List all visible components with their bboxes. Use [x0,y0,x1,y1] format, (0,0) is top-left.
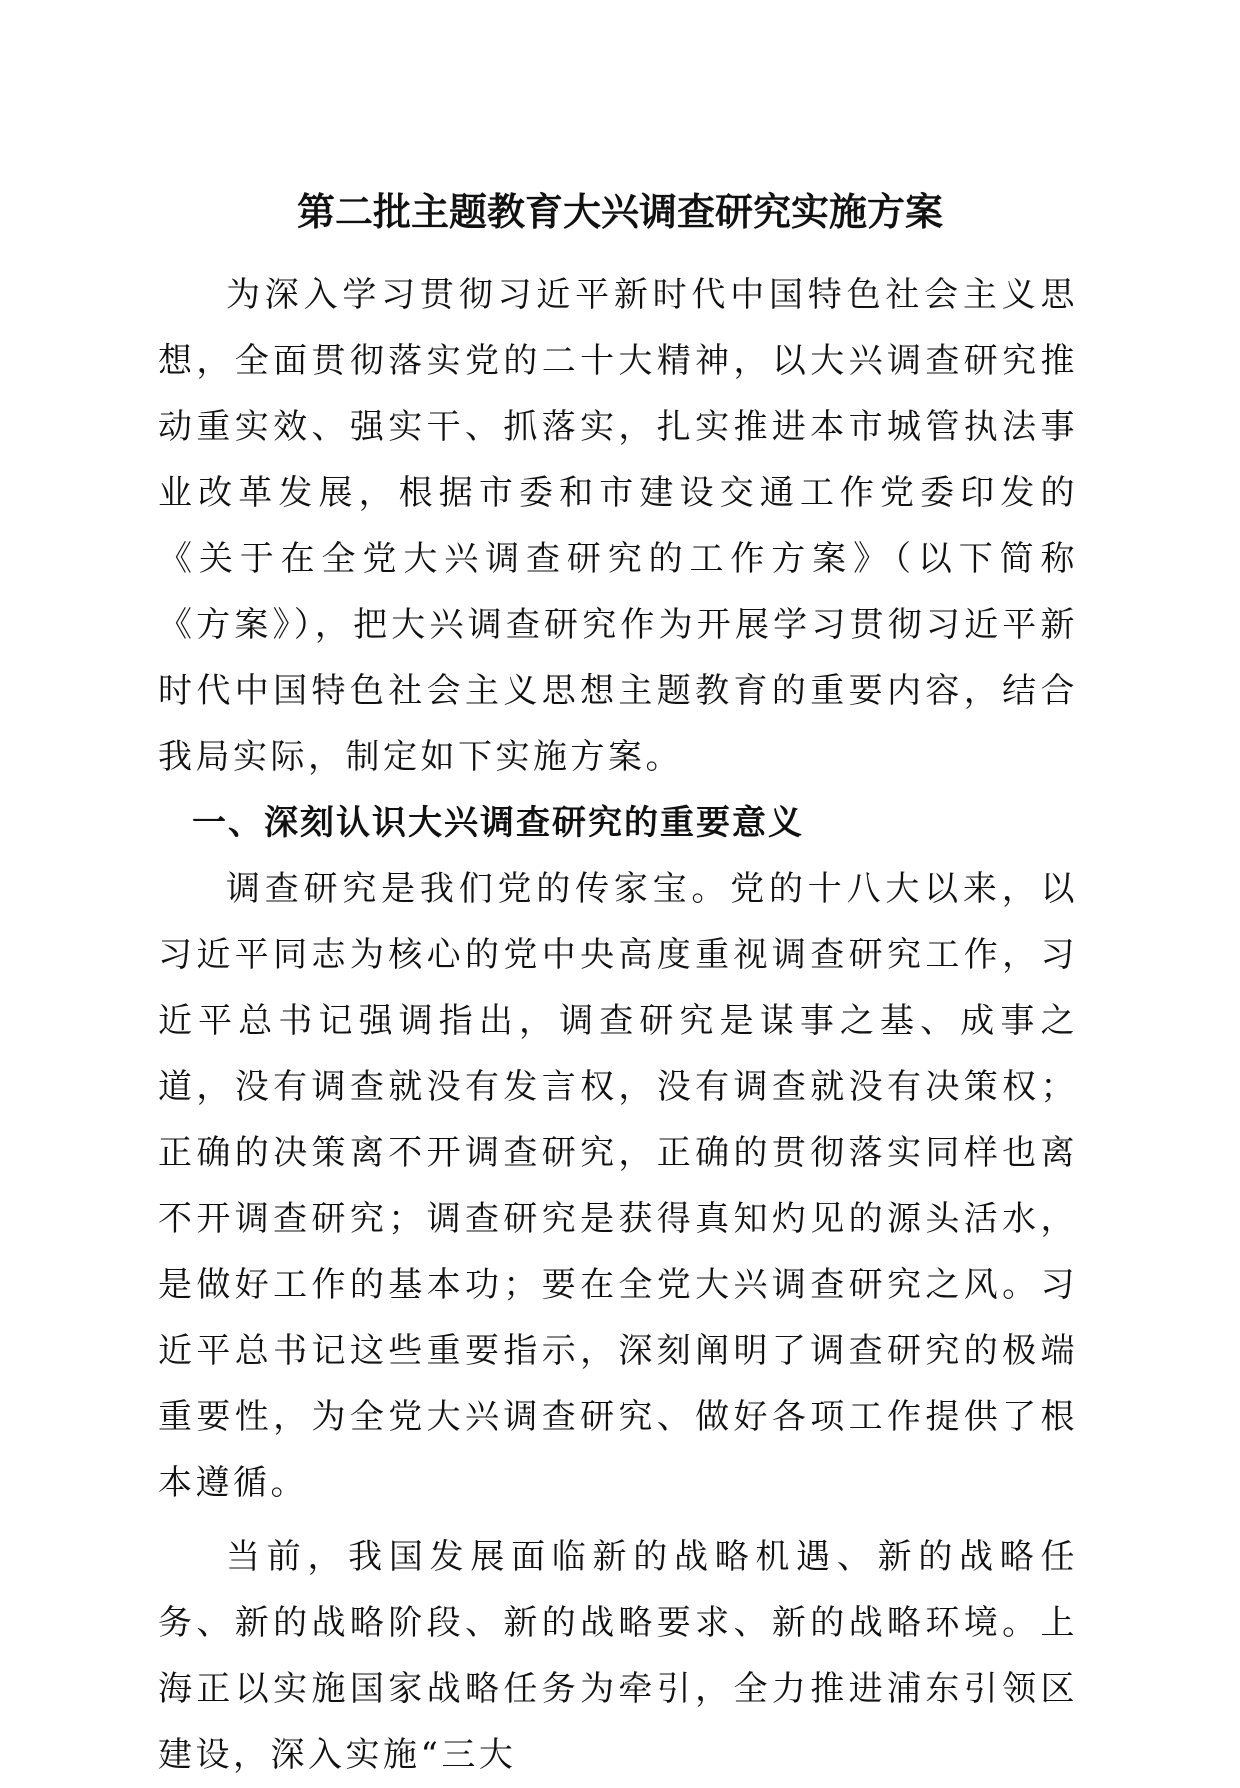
paragraph-intro: 为深入学习贯彻习近平新时代中国特色社会主义思想，全面贯彻落实党的二十大精神，以大兴调查研究推动重实效、强实干、抓落实，扎实推进本市城管执法事业改革发展，根据市委和市建设交通工作党委印发的《关于在全党大兴调查研究的工作方案》（以下简称《方案》），把大兴调查研究作为开展学习贯彻习近平新时代中国特色社会主义思想主题教育的重要内容，结合我局实际，制定如下实施方案。 [158,275,1078,777]
document-title: 第二批主题教育大兴调查研究实施方案 [296,190,943,234]
paragraph-significance: 调查研究是我们党的传家宝。党的十八大以来，以习近平同志为核心的党中央高度重视调查研究工作，习近平总书记强调指出，调查研究是谋事之基、成事之道，没有调查就没有发言权，没有调查就没有决策权；正确的决策离不开调查研究，正确的贯彻落实同样也离不开调查研究；调查研究是获得真知灼见的源头活水，是做好工作的基本功；要在全党大兴调查研究之风。习近平总书记这些重要指示，深刻阐明了调查研究的极端重要性，为全党大兴调查研究、做好各项工作提供了根本遵循。 [158,869,1078,1503]
paragraph-current-situation: 当前，我国发展面临新的战略机遇、新的战略任务、新的战略阶段、新的战略要求、新的战略环境。上海正以实施国家战略任务为牵引，全力推进浦东引领区建设，深入实施“三大 [158,1537,1078,1775]
section-heading-1: 一、深刻认识大兴调查研究的重要意义 [192,803,804,843]
paragraph-spacer [158,1516,1078,1524]
document-body [158,262,1078,1788]
